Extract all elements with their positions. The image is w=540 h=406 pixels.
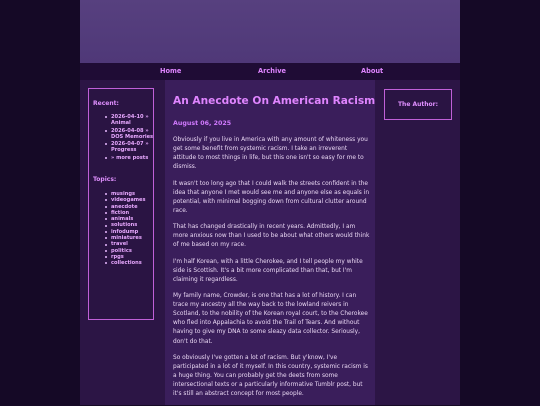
- post-date: August 06, 2025: [173, 120, 232, 127]
- topic-link-collections[interactable]: collections: [89, 260, 155, 266]
- author-label: The Author:: [397, 101, 439, 108]
- nav-home-link[interactable]: Home: [160, 67, 182, 75]
- topics-heading: Topics:: [93, 176, 117, 183]
- topic-link-miniatures[interactable]: miniatures: [89, 235, 155, 241]
- recent-posts-list: [89, 114, 155, 161]
- topic-link-musings[interactable]: musings: [89, 191, 155, 197]
- left-sidebar: [88, 88, 154, 320]
- post-paragraph: That has changed drastically in recent years. Admittedly, I am more anxious now than I used to be about what others would think of me based on my race.: [173, 224, 370, 249]
- left-gutter: [0, 0, 80, 405]
- topics-list: [89, 191, 155, 267]
- topic-link-fiction[interactable]: fiction: [89, 210, 155, 216]
- post-paragraph: Obviously if you live in America with any amount of whiteness you get some benefit from systemic racism. I take an irreverent attitude to most things in life, but this one isn't so easy for me to dismiss.: [173, 137, 368, 171]
- post-paragraph: It wasn't too long ago that I could walk the streets confident in the idea that anyone I met would see me and anyone else as equals in potential, with minimal bogging down from cultural clutter around race.: [173, 180, 370, 214]
- recent-post-link[interactable]: 2026-04-08 » DOS Memories: [89, 128, 155, 141]
- topic-link-videogames[interactable]: videogames: [89, 197, 155, 203]
- recent-post-link[interactable]: 2026-04-07 » Progress: [89, 141, 155, 154]
- post-body: [173, 136, 371, 406]
- author-box: [384, 89, 452, 120]
- top-nav: [80, 63, 460, 80]
- more-posts-link[interactable]: » more posts: [89, 155, 155, 161]
- post-title: An Anecdote On American Racism: [173, 95, 376, 107]
- nav-about-link[interactable]: About: [361, 67, 384, 75]
- post-paragraph: I'm half Korean, with a little Cherokee, and I tell people my white side is Scottish. It's a bit more complicated than that, but I'm claiming it regardless.: [173, 258, 363, 283]
- topic-link-anecdote[interactable]: anecdote: [89, 204, 155, 210]
- recent-post-link[interactable]: 2026-04-10 » Animal: [89, 114, 155, 127]
- right-gutter: [460, 0, 540, 405]
- post-paragraph: So obviously I've gotten a lot of racism. But y'know, I've participated in a lot of it myself. In this country, systemic racism is a huge thing. You can probably get the deets from some intersectional texts or a particularly informative Tumblr post, but it's still an abstract concept for most people.: [173, 354, 368, 398]
- topic-link-animals[interactable]: animals: [89, 216, 155, 222]
- nav-archive-link[interactable]: Archive: [258, 67, 286, 75]
- topic-link-infodump[interactable]: infodump: [89, 229, 155, 235]
- topic-link-solutions[interactable]: solutions: [89, 222, 155, 228]
- post-paragraph: My family name, Crowder, is one that has a lot of history. I can trace my ancestry all the way back to the lowland reivers in Scotland, to the nobility of the Korean royal court, to the Cherokee who fled into Appalachia to avoid the Trail of Tears. And without having to give my DNA to some sleazy data collector. Seriously, don't do that.: [173, 293, 368, 345]
- topic-link-rpgs[interactable]: rpgs: [89, 254, 155, 260]
- recent-heading: Recent:: [93, 100, 119, 107]
- topic-link-politics[interactable]: politics: [89, 248, 155, 254]
- header-banner: [80, 0, 460, 63]
- topic-link-travel[interactable]: travel: [89, 241, 155, 247]
